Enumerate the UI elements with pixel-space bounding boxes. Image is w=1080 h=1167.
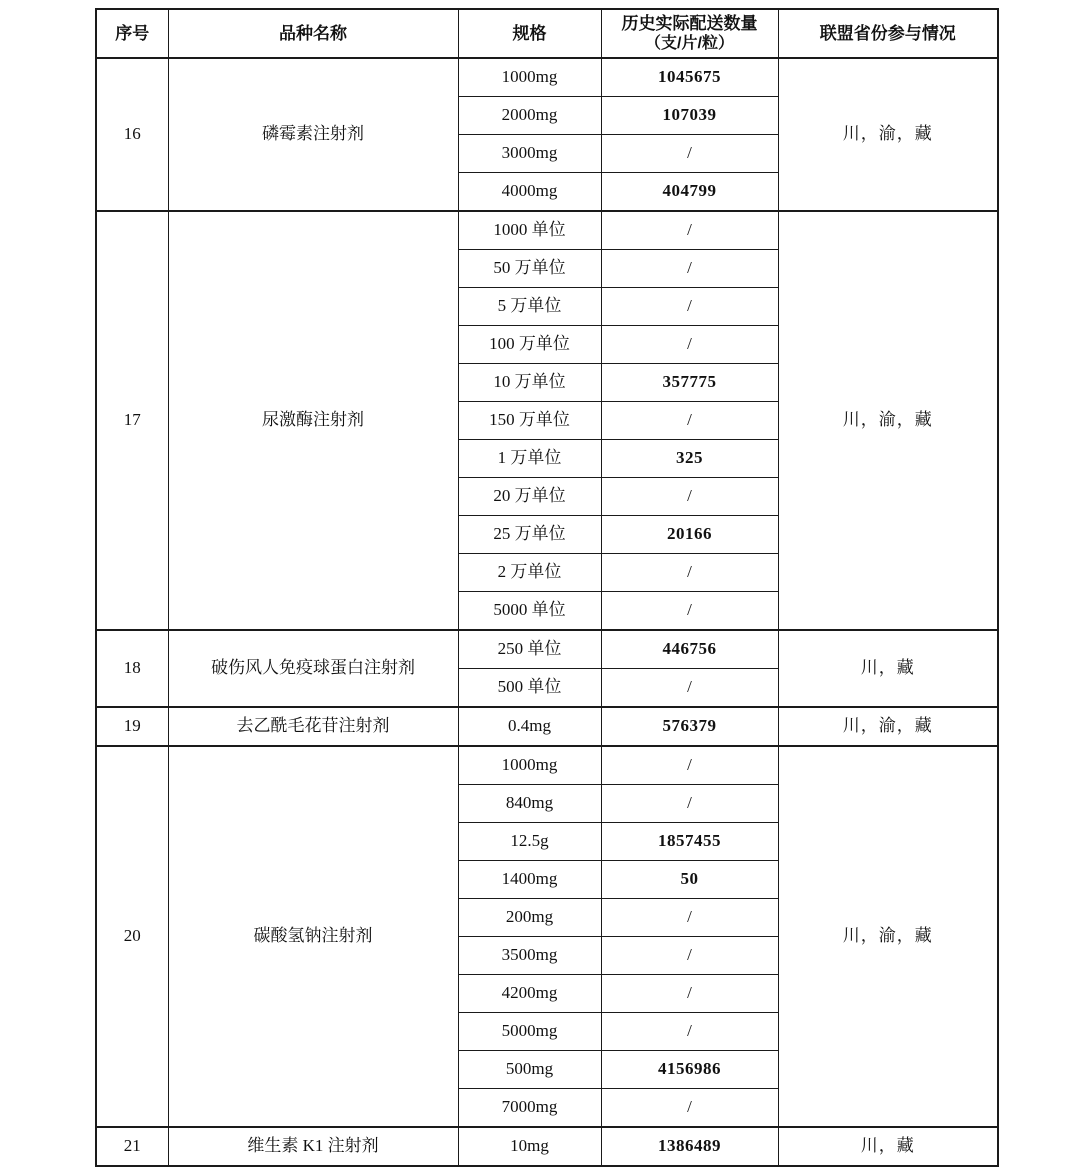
qty-cell: / bbox=[601, 326, 778, 364]
product-name-cell: 碳酸氢钠注射剂 bbox=[168, 746, 458, 1127]
qty-cell: 4156986 bbox=[601, 1051, 778, 1089]
qty-cell: 1045675 bbox=[601, 58, 778, 97]
header-qty-line2: （支/片/粒） bbox=[645, 35, 734, 53]
header-row bbox=[96, 9, 998, 58]
provinces-cell: 川，渝，藏 bbox=[778, 58, 998, 211]
qty-cell: / bbox=[601, 1089, 778, 1128]
provinces-cell: 川，渝，藏 bbox=[778, 746, 998, 1127]
provinces-cell: 川，渝，藏 bbox=[778, 707, 998, 746]
spec-cell: 200mg bbox=[458, 899, 601, 937]
spec-cell: 10 万单位 bbox=[458, 364, 601, 402]
spec-cell: 25 万单位 bbox=[458, 516, 601, 554]
product-name-cell: 磷霉素注射剂 bbox=[168, 58, 458, 211]
spec-cell: 10mg bbox=[458, 1127, 601, 1166]
qty-cell: / bbox=[601, 592, 778, 631]
table-row bbox=[96, 1127, 998, 1166]
qty-cell: / bbox=[601, 937, 778, 975]
spec-cell: 2 万单位 bbox=[458, 554, 601, 592]
spec-cell: 1000mg bbox=[458, 746, 601, 785]
product-name-cell: 尿激酶注射剂 bbox=[168, 211, 458, 630]
product-name-cell: 破伤风人免疫球蛋白注射剂 bbox=[168, 630, 458, 707]
qty-cell: / bbox=[601, 1013, 778, 1051]
product-name-cell: 去乙酰毛花苷注射剂 bbox=[168, 707, 458, 746]
qty-cell: 404799 bbox=[601, 173, 778, 212]
spec-cell: 1400mg bbox=[458, 861, 601, 899]
header-provinces: 联盟省份参与情况 bbox=[778, 9, 998, 58]
spec-cell: 840mg bbox=[458, 785, 601, 823]
provinces-cell: 川，藏 bbox=[778, 1127, 998, 1166]
spec-cell: 3000mg bbox=[458, 135, 601, 173]
table-row bbox=[96, 58, 998, 97]
spec-cell: 2000mg bbox=[458, 97, 601, 135]
table-header bbox=[96, 9, 998, 58]
qty-cell: / bbox=[601, 288, 778, 326]
spec-cell: 50 万单位 bbox=[458, 250, 601, 288]
qty-cell: 1386489 bbox=[601, 1127, 778, 1166]
table-body bbox=[96, 58, 998, 1166]
qty-cell: / bbox=[601, 554, 778, 592]
seq-cell: 16 bbox=[96, 58, 168, 211]
spec-cell: 3500mg bbox=[458, 937, 601, 975]
table-row bbox=[96, 630, 998, 669]
qty-cell: 357775 bbox=[601, 364, 778, 402]
spec-cell: 500 单位 bbox=[458, 669, 601, 708]
qty-cell: / bbox=[601, 135, 778, 173]
spec-cell: 1 万单位 bbox=[458, 440, 601, 478]
drug-procurement-table bbox=[95, 8, 999, 1167]
header-spec: 规格 bbox=[458, 9, 601, 58]
qty-cell: / bbox=[601, 785, 778, 823]
qty-cell: 325 bbox=[601, 440, 778, 478]
table-row bbox=[96, 211, 998, 250]
qty-cell: / bbox=[601, 211, 778, 250]
spec-cell: 4200mg bbox=[458, 975, 601, 1013]
spec-cell: 7000mg bbox=[458, 1089, 601, 1128]
spec-cell: 150 万单位 bbox=[458, 402, 601, 440]
qty-cell: 1857455 bbox=[601, 823, 778, 861]
spec-cell: 5000 单位 bbox=[458, 592, 601, 631]
spec-cell: 1000mg bbox=[458, 58, 601, 97]
spec-cell: 1000 单位 bbox=[458, 211, 601, 250]
header-product-name: 品种名称 bbox=[168, 9, 458, 58]
spec-cell: 250 单位 bbox=[458, 630, 601, 669]
spec-cell: 0.4mg bbox=[458, 707, 601, 746]
provinces-cell: 川，藏 bbox=[778, 630, 998, 707]
header-qty bbox=[601, 9, 778, 58]
seq-cell: 21 bbox=[96, 1127, 168, 1166]
seq-cell: 17 bbox=[96, 211, 168, 630]
qty-cell: / bbox=[601, 899, 778, 937]
table-row bbox=[96, 707, 998, 746]
seq-cell: 18 bbox=[96, 630, 168, 707]
qty-cell: 446756 bbox=[601, 630, 778, 669]
seq-cell: 19 bbox=[96, 707, 168, 746]
qty-cell: 20166 bbox=[601, 516, 778, 554]
spec-cell: 100 万单位 bbox=[458, 326, 601, 364]
qty-cell: 50 bbox=[601, 861, 778, 899]
spec-cell: 20 万单位 bbox=[458, 478, 601, 516]
provinces-cell: 川，渝，藏 bbox=[778, 211, 998, 630]
table-row bbox=[96, 746, 998, 785]
qty-cell: 576379 bbox=[601, 707, 778, 746]
qty-cell: / bbox=[601, 669, 778, 708]
spec-cell: 5 万单位 bbox=[458, 288, 601, 326]
qty-cell: / bbox=[601, 478, 778, 516]
header-qty-line1: 历史实际配送数量 bbox=[621, 13, 758, 33]
product-name-cell: 维生素 K1 注射剂 bbox=[168, 1127, 458, 1166]
qty-cell: / bbox=[601, 250, 778, 288]
qty-cell: 107039 bbox=[601, 97, 778, 135]
spec-cell: 12.5g bbox=[458, 823, 601, 861]
spec-cell: 4000mg bbox=[458, 173, 601, 212]
seq-cell: 20 bbox=[96, 746, 168, 1127]
qty-cell: / bbox=[601, 402, 778, 440]
spec-cell: 5000mg bbox=[458, 1013, 601, 1051]
spec-cell: 500mg bbox=[458, 1051, 601, 1089]
header-seq: 序号 bbox=[96, 9, 168, 58]
qty-cell: / bbox=[601, 746, 778, 785]
qty-cell: / bbox=[601, 975, 778, 1013]
